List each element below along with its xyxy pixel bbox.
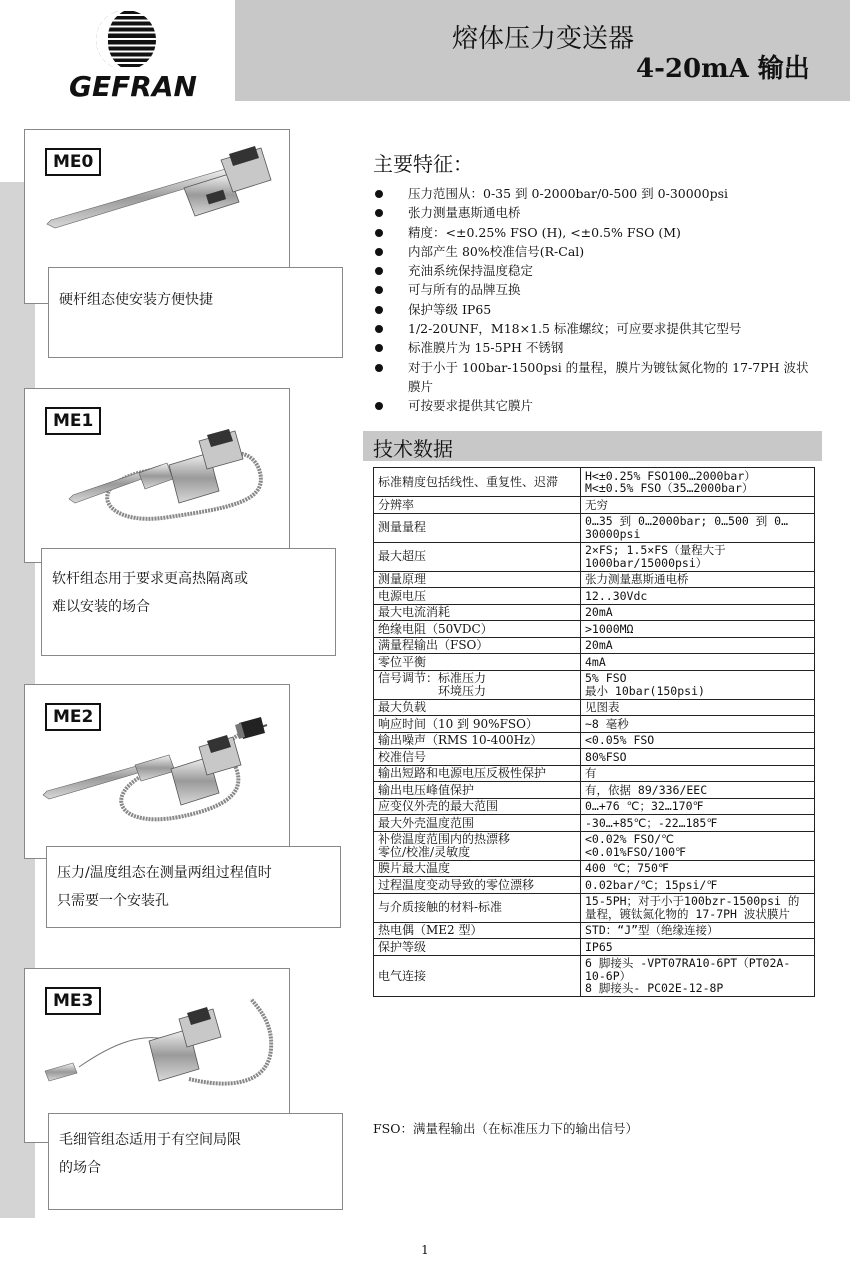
caption-line: 只需要一个安装孔 xyxy=(57,893,169,909)
spec-row xyxy=(374,831,815,860)
model-tag: ME0 xyxy=(45,148,101,176)
feature-item: 1/2-20UNF，M18×1.5 标准螺纹；可应要求提供其它型号 xyxy=(372,319,818,338)
feature-item: 内部产生 80%校准信号(R-Cal) xyxy=(372,242,818,261)
spec-row xyxy=(374,732,815,749)
spec-label: 测量原理 xyxy=(374,571,581,588)
spec-value: 6 脚接头 -VPT07RA10-6PT（PT02A-10-6P） 8 脚接头- PC02E-12-8P xyxy=(581,955,815,997)
caption-line: 毛细管组态适用于有空间局限 xyxy=(59,1132,241,1148)
caption-line: 硬杆组态使安装方便快捷 xyxy=(59,292,213,308)
feature-item: 标准膜片为 15-5PH 不锈钢 xyxy=(372,338,818,357)
spec-row xyxy=(374,893,815,922)
spec-value: 见图表 xyxy=(581,699,815,716)
sensor-rigid-stem-image xyxy=(39,140,279,280)
spec-value: 80%FSO xyxy=(581,749,815,766)
spec-row xyxy=(374,571,815,588)
caption-line: 压力/温度组态在测量两组过程值时 xyxy=(57,865,272,881)
spec-row xyxy=(374,468,815,497)
model-tag: ME2 xyxy=(45,703,101,731)
spec-label: 测量量程 xyxy=(374,513,581,542)
model-card-me2 xyxy=(24,684,290,859)
spec-label: 最大外壳温度范围 xyxy=(374,815,581,832)
gefran-logo xyxy=(48,8,218,103)
spec-value: 20mA xyxy=(581,637,815,654)
spec-row xyxy=(374,749,815,766)
spec-label: 输出噪声（RMS 10-400Hz） xyxy=(374,732,581,749)
spec-label: 膜片最大温度 xyxy=(374,860,581,877)
spec-value: 2×FS; 1.5×FS（量程大于1000bar/15000psi） xyxy=(581,542,815,571)
feature-item: 保护等级 IP65 xyxy=(372,300,818,319)
spec-row xyxy=(374,922,815,939)
model-caption-me1 xyxy=(41,548,336,656)
spec-value: 无穷 xyxy=(581,497,815,514)
spec-label: 电源电压 xyxy=(374,588,581,605)
model-card-me1 xyxy=(24,388,290,563)
features-list xyxy=(372,184,818,416)
spec-value: 4mA xyxy=(581,654,815,671)
spec-label: 响应时间（10 到 90%FSO） xyxy=(374,716,581,733)
page-title: 熔体压力变送器 xyxy=(452,24,635,54)
spec-label: 标准精度包括线性、重复性、迟滞 xyxy=(374,468,581,497)
spec-value: 张力测量惠斯通电桥 xyxy=(581,571,815,588)
spec-row xyxy=(374,604,815,621)
model-tag: ME1 xyxy=(45,407,101,435)
sensor-flexible-stem-image xyxy=(39,399,279,539)
spec-value: 0.02bar/℃；15psi/℉ xyxy=(581,877,815,894)
spec-label: 过程温度变动导致的零位漂移 xyxy=(374,877,581,894)
page-subtitle: 4-20mA 输出 xyxy=(636,54,810,84)
spec-value: 有，依据 89/336/EEC xyxy=(581,782,815,799)
feature-item: 张力测量惠斯通电桥 xyxy=(372,203,818,222)
spec-value: 20mA xyxy=(581,604,815,621)
spec-label: 输出短路和电源电压反极性保护 xyxy=(374,765,581,782)
spec-heading: 技术数据 xyxy=(373,437,453,461)
spec-label: 电气连接 xyxy=(374,955,581,997)
spec-label: 保护等级 xyxy=(374,939,581,956)
feature-item: 可按要求提供其它膜片 xyxy=(372,396,818,415)
spec-table xyxy=(373,467,815,997)
spec-value: <0.02% FSO/℃ <0.01%FSO/100℉ xyxy=(581,831,815,860)
spec-row xyxy=(374,497,815,514)
model-caption-me0 xyxy=(48,267,343,358)
spec-label: 热电偶（ME2 型） xyxy=(374,922,581,939)
spec-row xyxy=(374,513,815,542)
spec-row xyxy=(374,860,815,877)
spec-label: 最大超压 xyxy=(374,542,581,571)
spec-label: 最大负载 xyxy=(374,699,581,716)
spec-value: >1000MΩ xyxy=(581,621,815,638)
features-heading: 主要特征： xyxy=(373,152,473,176)
sensor-pressure-temp-image xyxy=(39,695,279,835)
spec-label: 满量程输出（FSO） xyxy=(374,637,581,654)
feature-item: 可与所有的品牌互换 xyxy=(372,280,818,299)
spec-row xyxy=(374,542,815,571)
model-caption-me3 xyxy=(48,1113,343,1210)
spec-label: 绝缘电阻（50VDC） xyxy=(374,621,581,638)
spec-row xyxy=(374,955,815,997)
caption-line: 难以安装的场合 xyxy=(52,599,150,615)
spec-value: 有 xyxy=(581,765,815,782)
spec-label: 最大电流消耗 xyxy=(374,604,581,621)
feature-item: 精度：<±0.25% FSO (H), <±0.5% FSO (M) xyxy=(372,223,818,242)
logo-wordmark: GEFRAN xyxy=(69,70,197,103)
globe-logo-icon xyxy=(48,8,218,74)
model-tag: ME3 xyxy=(45,987,101,1015)
spec-label: 输出电压峰值保护 xyxy=(374,782,581,799)
caption-line: 的场合 xyxy=(59,1160,101,1176)
model-caption-me2 xyxy=(46,846,341,928)
spec-row xyxy=(374,637,815,654)
fso-footnote: FSO：满量程输出（在标准压力下的输出信号） xyxy=(373,1121,638,1136)
page-number: 1 xyxy=(421,1243,429,1257)
spec-row xyxy=(374,782,815,799)
spec-value: STD：“J”型（绝缘连接） xyxy=(581,922,815,939)
spec-label: 零位平衡 xyxy=(374,654,581,671)
spec-row xyxy=(374,765,815,782)
spec-value: H<±0.25% FSO100…2000bar） M<±0.5% FSO（35…2000bar） xyxy=(581,468,815,497)
spec-row xyxy=(374,877,815,894)
spec-row xyxy=(374,621,815,638)
spec-label: 应变仪外壳的最大范围 xyxy=(374,798,581,815)
spec-row xyxy=(374,798,815,815)
spec-label: 信号调节：标准压力 环境压力 xyxy=(374,670,581,699)
spec-row xyxy=(374,699,815,716)
spec-row xyxy=(374,815,815,832)
spec-label: 补偿温度范围内的热漂移 零位/校准/灵敏度 xyxy=(374,831,581,860)
spec-row xyxy=(374,588,815,605)
spec-label: 与介质接触的材料-标准 xyxy=(374,893,581,922)
spec-row xyxy=(374,670,815,699)
spec-value: 15-5PH；对于小于100bzr-1500psi 的量程，镀钛氮化物的 17-7PH 波状膜片 xyxy=(581,893,815,922)
feature-item: 充油系统保持温度稳定 xyxy=(372,261,818,280)
sensor-capillary-image xyxy=(39,979,279,1119)
spec-value: 12..30Vdc xyxy=(581,588,815,605)
spec-row xyxy=(374,939,815,956)
spec-label: 分辨率 xyxy=(374,497,581,514)
spec-label: 校准信号 xyxy=(374,749,581,766)
spec-value: -30…+85℃；-22…185℉ xyxy=(581,815,815,832)
feature-item: 压力范围从：0-35 到 0-2000bar/0-500 到 0-30000psi xyxy=(372,184,818,203)
spec-value: 5% FSO 最小 10bar(150psi) xyxy=(581,670,815,699)
spec-row xyxy=(374,716,815,733)
spec-value: ~8 毫秒 xyxy=(581,716,815,733)
spec-value: 400 ℃；750℉ xyxy=(581,860,815,877)
caption-line: 软杆组态用于要求更高热隔离或 xyxy=(52,571,248,587)
spec-value: 0…35 到 0…2000bar; 0…500 到 0…30000psi xyxy=(581,513,815,542)
spec-value: <0.05% FSO xyxy=(581,732,815,749)
spec-value: 0…+76 ℃；32…170℉ xyxy=(581,798,815,815)
spec-row xyxy=(374,654,815,671)
feature-item: 对于小于 100bar-1500psi 的量程，膜片为镀钛氮化物的 17-7PH 波状膜片 xyxy=(372,358,818,397)
spec-value: IP65 xyxy=(581,939,815,956)
